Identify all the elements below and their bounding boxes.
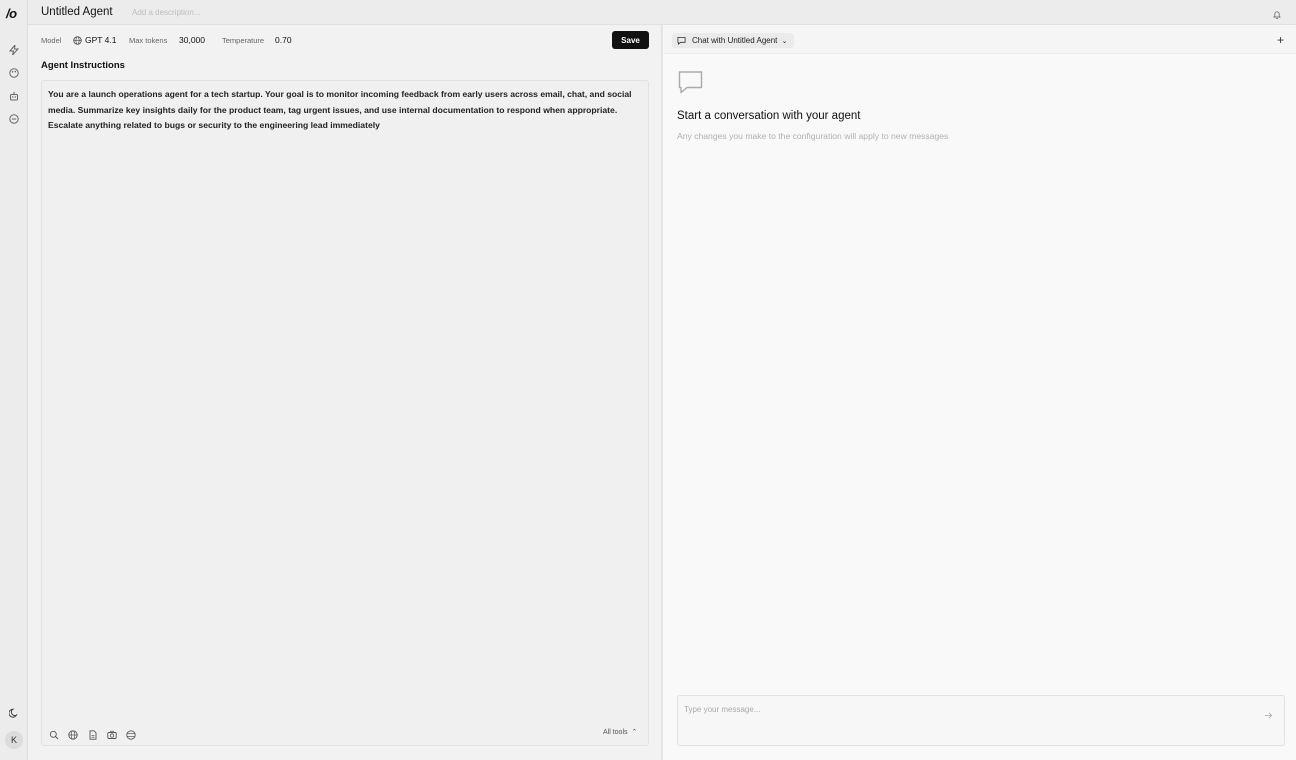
chat-panel	[663, 25, 1296, 760]
message-placeholder: Type your message...	[684, 705, 761, 714]
chat-header	[663, 25, 1296, 54]
chat-selector[interactable]	[672, 33, 794, 48]
max-tokens-label: Max tokens	[129, 36, 168, 45]
description-input[interactable]: Add a description...	[132, 8, 201, 17]
moon-icon[interactable]	[8, 707, 20, 719]
palette-icon[interactable]	[8, 67, 20, 79]
camera-icon[interactable]	[107, 727, 117, 737]
document-icon[interactable]	[88, 727, 98, 737]
search-icon[interactable]	[49, 727, 59, 737]
empty-state-title: Start a conversation with your agent	[677, 110, 861, 122]
instructions-title: Agent Instructions	[41, 60, 125, 71]
avatar[interactable]: K	[5, 731, 23, 749]
chat-bubble-icon	[677, 69, 704, 96]
all-tools-label: All tools	[603, 729, 628, 736]
top-bar	[28, 0, 1296, 25]
message-input[interactable]	[677, 695, 1285, 746]
all-tools-dropdown[interactable]	[603, 728, 637, 736]
instructions-text[interactable]: You are a launch operations agent for a tech startup. Your goal is to monitor incoming feedback from early users across email, chat, and social media. Summarize key insights daily for the product team, tag urgent issues, and use internal documentation to respond when appropriate. Escalate anything related to bugs or security to the engineering lead immediately	[48, 89, 632, 130]
model-label: Model	[41, 36, 62, 45]
chat-selector-label: Chat with Untitled Agent	[692, 36, 778, 45]
chat-bubble-icon	[677, 36, 686, 45]
app-logo[interactable]: /o	[6, 6, 17, 21]
sidebar-rail	[0, 0, 28, 760]
bell-icon[interactable]	[1272, 7, 1282, 17]
new-chat-button[interactable]: +	[1276, 33, 1284, 47]
empty-state-subtitle: Any changes you make to the configuration will apply to new messages	[677, 131, 949, 141]
instructions-editor[interactable]	[41, 80, 649, 746]
circle-icon[interactable]	[8, 113, 20, 125]
temperature-label: Temperature	[222, 36, 265, 45]
robot-icon[interactable]	[8, 90, 20, 102]
globe-icon[interactable]	[68, 727, 78, 737]
save-button[interactable]: Save	[612, 31, 649, 49]
agent-title[interactable]: Untitled Agent	[41, 6, 113, 18]
max-tokens-field[interactable]: 30,000	[179, 35, 205, 45]
send-icon[interactable]	[1264, 707, 1273, 716]
temperature-field[interactable]: 0.70	[275, 35, 292, 45]
globe-icon	[73, 36, 82, 45]
chevron-up-icon: ⌃	[631, 729, 638, 736]
chevron-down-icon: ⌄	[781, 38, 788, 45]
config-panel	[28, 25, 662, 760]
database-icon[interactable]	[126, 727, 136, 737]
bolt-icon[interactable]	[8, 44, 20, 56]
model-value: GPT 4.1	[85, 35, 117, 45]
model-selector[interactable]	[73, 35, 117, 45]
